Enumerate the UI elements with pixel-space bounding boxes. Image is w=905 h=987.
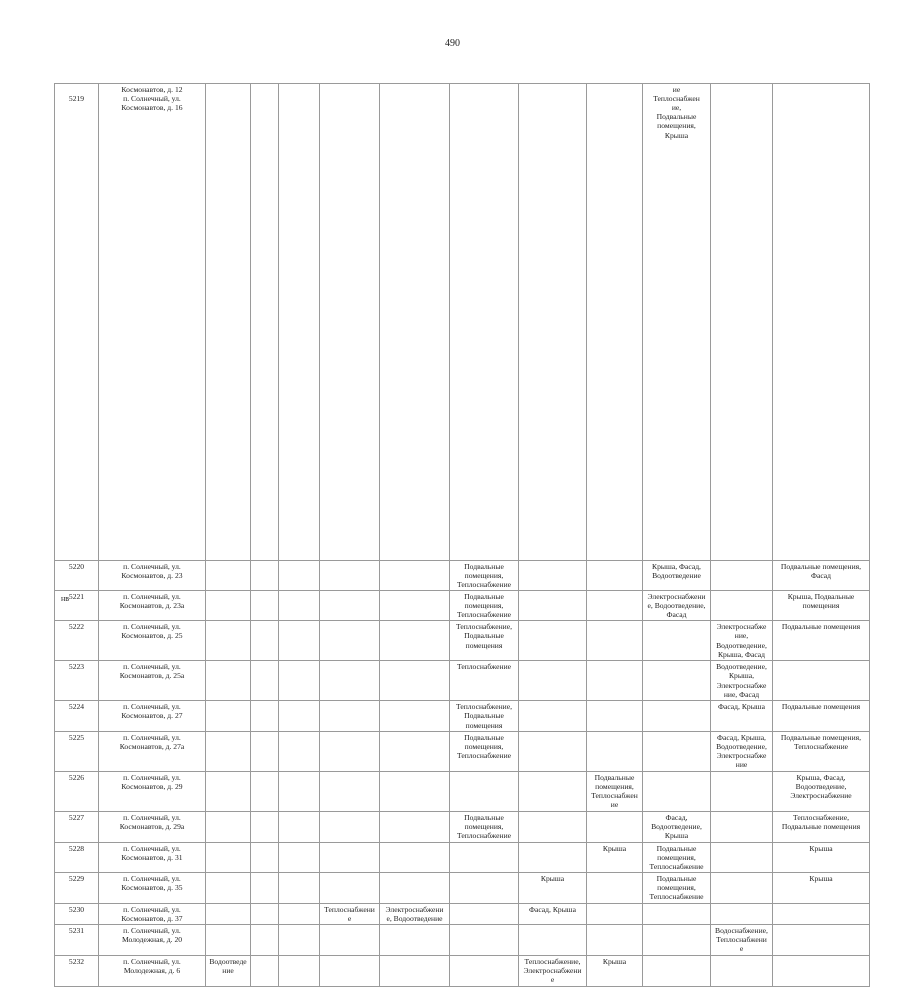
work-cell bbox=[380, 925, 450, 955]
work-cell bbox=[711, 955, 773, 986]
work-cell bbox=[519, 811, 587, 842]
address-cell: п. Солнечный, ул. Космонавтов, д. 27а bbox=[99, 731, 206, 771]
work-cell bbox=[206, 701, 251, 731]
work-cell bbox=[251, 84, 279, 561]
row-number: 5225 bbox=[55, 731, 99, 771]
work-cell: Подвальные помещения, Теплоснабжение bbox=[643, 873, 711, 904]
work-cell bbox=[587, 873, 643, 904]
work-cell bbox=[380, 84, 450, 561]
work-cell bbox=[251, 811, 279, 842]
row-number: 5230 bbox=[55, 904, 99, 925]
work-cell: Крыша bbox=[773, 842, 870, 872]
work-cell bbox=[711, 560, 773, 590]
row-number: 5232 bbox=[55, 955, 99, 986]
work-cell bbox=[320, 771, 380, 811]
address-cell: п. Солнечный, ул. Космонавтов, д. 23а bbox=[99, 591, 206, 621]
row-number: 5223 bbox=[55, 661, 99, 701]
work-cell bbox=[519, 925, 587, 955]
work-cell bbox=[587, 701, 643, 731]
work-cell bbox=[519, 661, 587, 701]
work-cell: Крыша bbox=[587, 842, 643, 872]
work-cell bbox=[279, 560, 320, 590]
table-row bbox=[55, 560, 870, 590]
work-cell bbox=[450, 842, 519, 872]
work-cell bbox=[206, 591, 251, 621]
work-cell bbox=[643, 771, 711, 811]
address-cell: п. Солнечный, ул. Космонавтов, д. 25а bbox=[99, 661, 206, 701]
work-cell bbox=[279, 731, 320, 771]
row-number: 5229 bbox=[55, 873, 99, 904]
work-cell: Водоотведение, Крыша, Электроснабже ние, Фасад bbox=[711, 661, 773, 701]
work-cell bbox=[587, 84, 643, 561]
work-cell bbox=[587, 621, 643, 661]
repair-schedule-table bbox=[54, 83, 870, 987]
work-cell bbox=[380, 591, 450, 621]
work-cell bbox=[206, 731, 251, 771]
table-row bbox=[55, 84, 870, 561]
work-cell bbox=[380, 621, 450, 661]
work-cell bbox=[251, 842, 279, 872]
work-cell bbox=[279, 842, 320, 872]
work-cell bbox=[587, 591, 643, 621]
row-number: 5227 bbox=[55, 811, 99, 842]
table-row bbox=[55, 731, 870, 771]
work-cell bbox=[711, 873, 773, 904]
table-row bbox=[55, 873, 870, 904]
work-cell bbox=[206, 771, 251, 811]
work-cell bbox=[320, 84, 380, 561]
work-cell bbox=[279, 873, 320, 904]
work-cell: Фасад, Крыша bbox=[711, 701, 773, 731]
work-cell: Подвальные помещения bbox=[773, 621, 870, 661]
work-cell bbox=[320, 560, 380, 590]
work-cell bbox=[251, 904, 279, 925]
address-cell: п. Солнечный, ул. Космонавтов, д. 29а bbox=[99, 811, 206, 842]
work-cell bbox=[643, 621, 711, 661]
work-cell: Водоснабжение, Теплоснабжени е bbox=[711, 925, 773, 955]
work-cell: Электроснабжени е, Водоотведение bbox=[380, 904, 450, 925]
work-cell bbox=[380, 873, 450, 904]
work-cell: Крыша bbox=[587, 955, 643, 986]
work-cell bbox=[643, 661, 711, 701]
work-cell bbox=[206, 925, 251, 955]
work-cell bbox=[711, 904, 773, 925]
work-cell bbox=[519, 621, 587, 661]
address-cell: п. Солнечный, ул. Космонавтов, д. 25 bbox=[99, 621, 206, 661]
row-number: 5224 bbox=[55, 701, 99, 731]
work-cell bbox=[450, 955, 519, 986]
work-cell: Фасад, Водоотведение, Крыша bbox=[643, 811, 711, 842]
address-cell: п. Солнечный, ул. Космонавтов, д. 35 bbox=[99, 873, 206, 904]
work-cell bbox=[519, 731, 587, 771]
table-row bbox=[55, 955, 870, 986]
work-cell: Подвальные помещения, Теплоснабжение bbox=[450, 591, 519, 621]
work-cell bbox=[251, 560, 279, 590]
address-cell: Космонавтов, д. 12 п. Солнечный, ул. Космонавтов, д. 16 bbox=[99, 84, 206, 561]
work-cell: Электроснабже ние, Водоотведение, Крыша, Фасад bbox=[711, 621, 773, 661]
work-cell bbox=[643, 701, 711, 731]
work-cell: Подвальные помещения, Теплоснабжен ие bbox=[587, 771, 643, 811]
row-number: 5226 bbox=[55, 771, 99, 811]
work-cell bbox=[279, 925, 320, 955]
table-row bbox=[55, 701, 870, 731]
address-cell: п. Солнечный, ул. Молодежная, д. 20 bbox=[99, 925, 206, 955]
work-cell bbox=[320, 661, 380, 701]
work-cell bbox=[643, 731, 711, 771]
work-cell: Крыша bbox=[773, 873, 870, 904]
work-cell bbox=[279, 701, 320, 731]
work-cell bbox=[380, 560, 450, 590]
work-cell: Подвальные помещения, Теплоснабжение bbox=[450, 811, 519, 842]
address-cell: п. Солнечный, ул. Космонавтов, д. 37 bbox=[99, 904, 206, 925]
table-row bbox=[55, 591, 870, 621]
address-cell: п. Солнечный, ул. Молодежная, д. 6 bbox=[99, 955, 206, 986]
table-row bbox=[55, 661, 870, 701]
work-cell bbox=[279, 591, 320, 621]
work-cell bbox=[251, 621, 279, 661]
work-cell bbox=[380, 661, 450, 701]
work-cell bbox=[519, 84, 587, 561]
row-number: 5219 bbox=[55, 84, 99, 561]
work-cell bbox=[206, 560, 251, 590]
work-cell: Водоотведе ние bbox=[206, 955, 251, 986]
work-cell: Подвальные помещения, Теплоснабжение bbox=[643, 842, 711, 872]
work-cell bbox=[279, 811, 320, 842]
row-number: 5222 bbox=[55, 621, 99, 661]
work-cell: Подвальные помещения, Теплоснабжение bbox=[450, 731, 519, 771]
work-cell bbox=[320, 731, 380, 771]
work-cell bbox=[279, 84, 320, 561]
table-row bbox=[55, 904, 870, 925]
work-cell bbox=[380, 811, 450, 842]
work-cell bbox=[279, 955, 320, 986]
footer-mark: нв bbox=[61, 594, 70, 603]
work-cell bbox=[320, 621, 380, 661]
work-cell bbox=[320, 591, 380, 621]
work-cell bbox=[519, 842, 587, 872]
work-cell bbox=[380, 842, 450, 872]
work-cell bbox=[519, 591, 587, 621]
work-cell bbox=[279, 904, 320, 925]
work-cell bbox=[251, 771, 279, 811]
work-cell bbox=[251, 955, 279, 986]
work-cell bbox=[320, 842, 380, 872]
work-cell bbox=[251, 661, 279, 701]
work-cell bbox=[643, 904, 711, 925]
work-cell: Крыша bbox=[519, 873, 587, 904]
work-cell bbox=[206, 84, 251, 561]
work-cell bbox=[773, 661, 870, 701]
work-cell bbox=[773, 84, 870, 561]
work-cell bbox=[320, 873, 380, 904]
work-cell bbox=[206, 842, 251, 872]
row-number: 5221 bbox=[55, 591, 99, 621]
work-cell: Крыша, Подвальные помещения bbox=[773, 591, 870, 621]
work-cell bbox=[773, 925, 870, 955]
work-cell bbox=[519, 560, 587, 590]
work-cell bbox=[773, 904, 870, 925]
work-cell bbox=[711, 811, 773, 842]
work-cell: Крыша, Фасад, Водоотведение bbox=[643, 560, 711, 590]
address-cell: п. Солнечный, ул. Космонавтов, д. 31 bbox=[99, 842, 206, 872]
work-cell bbox=[711, 771, 773, 811]
work-cell bbox=[206, 904, 251, 925]
work-cell bbox=[643, 925, 711, 955]
work-cell bbox=[279, 771, 320, 811]
work-cell bbox=[450, 873, 519, 904]
work-cell bbox=[450, 904, 519, 925]
work-cell bbox=[279, 621, 320, 661]
work-cell: Теплоснабжение, Подвальные помещения bbox=[450, 621, 519, 661]
work-cell bbox=[643, 955, 711, 986]
work-cell bbox=[251, 925, 279, 955]
work-cell bbox=[587, 925, 643, 955]
work-cell bbox=[380, 731, 450, 771]
work-cell: Фасад, Крыша bbox=[519, 904, 587, 925]
row-number: 5228 bbox=[55, 842, 99, 872]
work-cell bbox=[206, 811, 251, 842]
table-row bbox=[55, 925, 870, 955]
table-row bbox=[55, 621, 870, 661]
table-row bbox=[55, 842, 870, 872]
work-cell bbox=[251, 591, 279, 621]
work-cell: Подвальные помещения, Теплоснабжение bbox=[773, 731, 870, 771]
work-cell bbox=[711, 842, 773, 872]
work-cell: Подвальные помещения, Фасад bbox=[773, 560, 870, 590]
work-cell bbox=[206, 661, 251, 701]
work-cell: Теплоснабжение bbox=[450, 661, 519, 701]
work-cell bbox=[450, 771, 519, 811]
work-cell: Подвальные помещения bbox=[773, 701, 870, 731]
work-cell: Электроснабжени е, Водоотведение, Фасад bbox=[643, 591, 711, 621]
work-cell bbox=[251, 731, 279, 771]
work-cell: Фасад, Крыша, Водоотведение, Электроснабже ние bbox=[711, 731, 773, 771]
address-cell: п. Солнечный, ул. Космонавтов, д. 23 bbox=[99, 560, 206, 590]
work-cell bbox=[450, 84, 519, 561]
table-row bbox=[55, 811, 870, 842]
work-cell bbox=[320, 701, 380, 731]
work-cell bbox=[711, 84, 773, 561]
row-number: 5231 bbox=[55, 925, 99, 955]
work-cell bbox=[251, 873, 279, 904]
work-cell bbox=[380, 701, 450, 731]
work-cell bbox=[587, 661, 643, 701]
work-cell: Теплоснабжени е bbox=[320, 904, 380, 925]
work-cell bbox=[320, 925, 380, 955]
work-cell: Теплоснабжение, Подвальные помещения bbox=[773, 811, 870, 842]
work-cell bbox=[320, 955, 380, 986]
page-number: 490 bbox=[445, 38, 460, 49]
work-cell bbox=[380, 955, 450, 986]
work-cell: Теплоснабжение, Электроснабжени е bbox=[519, 955, 587, 986]
work-cell bbox=[206, 621, 251, 661]
work-cell bbox=[380, 771, 450, 811]
work-cell bbox=[450, 925, 519, 955]
work-cell bbox=[251, 701, 279, 731]
work-cell bbox=[279, 661, 320, 701]
work-cell bbox=[206, 873, 251, 904]
work-cell: Подвальные помещения, Теплоснабжение bbox=[450, 560, 519, 590]
address-cell: п. Солнечный, ул. Космонавтов, д. 27 bbox=[99, 701, 206, 731]
work-cell bbox=[519, 771, 587, 811]
work-cell: Теплоснабжение, Подвальные помещения bbox=[450, 701, 519, 731]
work-cell: ие Теплоснабжен ие, Подвальные помещения, Крыша bbox=[643, 84, 711, 561]
work-cell bbox=[773, 955, 870, 986]
work-cell bbox=[587, 904, 643, 925]
table-row bbox=[55, 771, 870, 811]
work-cell bbox=[587, 811, 643, 842]
work-cell bbox=[320, 811, 380, 842]
row-number: 5220 bbox=[55, 560, 99, 590]
work-cell bbox=[587, 560, 643, 590]
work-cell bbox=[587, 731, 643, 771]
work-cell bbox=[711, 591, 773, 621]
work-cell: Крыша, Фасад, Водоотведение, Электроснабжение bbox=[773, 771, 870, 811]
work-cell bbox=[519, 701, 587, 731]
address-cell: п. Солнечный, ул. Космонавтов, д. 29 bbox=[99, 771, 206, 811]
